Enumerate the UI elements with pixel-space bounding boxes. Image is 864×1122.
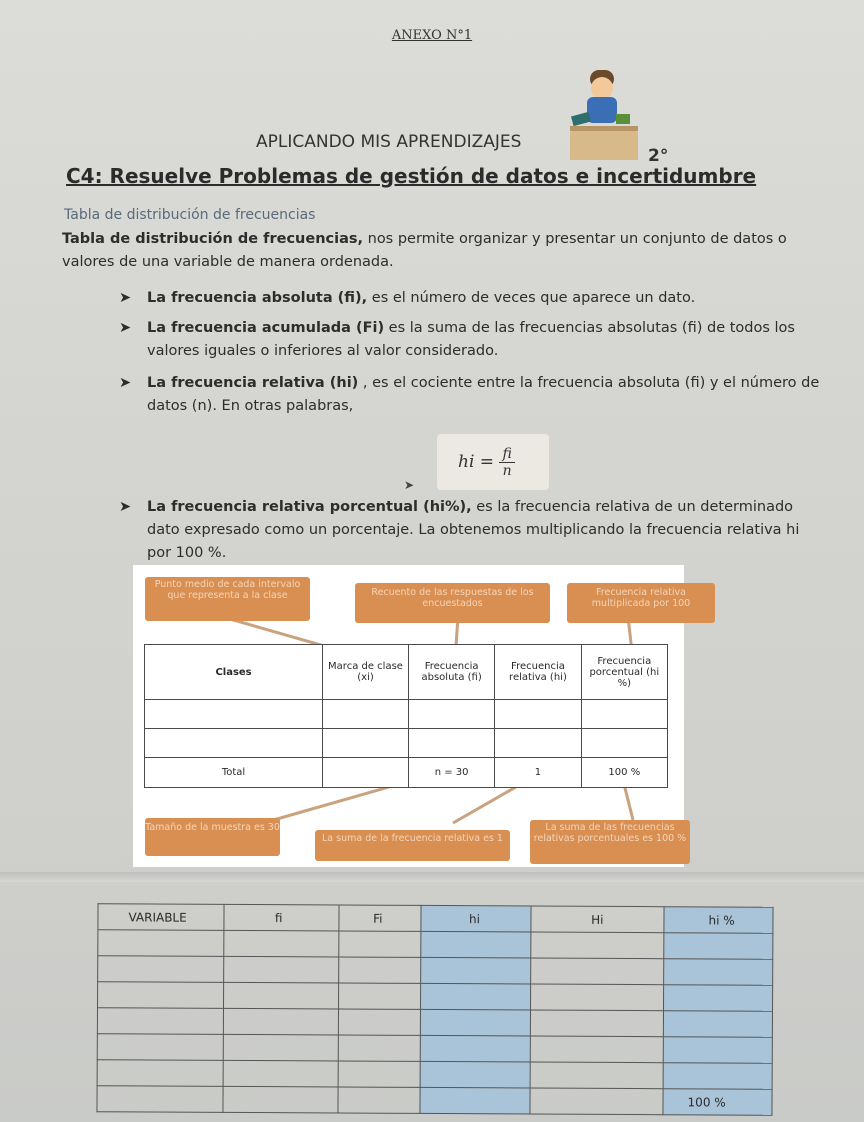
header-cell: Clases	[145, 645, 323, 700]
bullet-text: es la suma de las frecuencias absolutas (fi) de todos los valores iguales o inferiores al valor considerado.	[147, 320, 795, 359]
competence-title: C4: Resuelve Problemas de gestión de datos e incertidumbre	[66, 164, 757, 188]
topic-subtitle: Tabla de distribución de frecuencias	[64, 207, 316, 223]
bullet-bold: La frecuencia relativa (hi)	[147, 375, 359, 391]
header-cell: Marca de clase (xi)	[323, 645, 409, 700]
tag-count: Recuento de las respuestas de los encuestados	[355, 583, 550, 623]
student-at-desk-icon	[570, 70, 640, 162]
arrow-bullet-icon: ➤	[119, 375, 132, 391]
bullet-item	[119, 287, 827, 310]
ws-header: Hi	[531, 906, 665, 933]
tag-sum-percent: La suma de las frecuencias relativas porcentuales es 100 %	[530, 820, 690, 864]
total-n: n = 30	[408, 758, 494, 788]
intro-text: nos permite organizar y presentar un conjunto de datos o valores de una variable de manera ordenada.	[62, 231, 787, 270]
ws-header: hi	[421, 905, 531, 932]
tag-relative-pct: Frecuencia relativa multiplicada por 100	[567, 583, 715, 623]
grade-label: 2°	[648, 146, 669, 166]
page-fold	[0, 872, 864, 882]
ws-header: Fi	[339, 905, 421, 931]
section-heading: APLICANDO MIS APRENDIZAJES	[256, 132, 522, 152]
arrow-bullet-icon: ➤	[404, 478, 415, 492]
formula-denominator: n	[502, 463, 512, 479]
header-cell: Frecuencia absoluta (fi)	[408, 645, 494, 700]
intro-paragraph	[62, 228, 832, 274]
ws-header: fi	[224, 904, 338, 931]
tag-sum-relative: La suma de la frecuencia relativa es 1	[315, 830, 510, 861]
formula: hi = $\frac{fi}{n}$	[458, 446, 515, 479]
ws-total-percent: 100 %	[663, 1089, 772, 1116]
bullet-text: , es el cociente entre la frecuencia absoluta (fi) y el número de datos (n). En otras palabras,	[147, 375, 820, 414]
bullet-text: es la frecuencia relativa de un determinado dato expresado como un porcentaje. La obtenemos multiplicando la frecuencia relativa hi por 100 %.	[147, 499, 800, 561]
arrow-bullet-icon: ➤	[119, 499, 132, 515]
total-percent: 100 %	[581, 758, 667, 788]
formula-lhs: hi	[458, 452, 475, 472]
annex-title: ANEXO N°1	[391, 28, 473, 43]
bullet-item	[119, 496, 827, 565]
intro-bold: Tabla de distribución de frecuencias,	[62, 231, 364, 247]
total-label: Total	[145, 758, 323, 788]
bullet-item	[119, 317, 827, 363]
formula-numerator: fi	[499, 446, 514, 463]
bullet-bold: La frecuencia absoluta (fi),	[147, 290, 368, 306]
bullet-item	[119, 372, 827, 418]
bullet-text: es el número de veces que aparece un dato.	[367, 290, 696, 306]
tag-sample: Tamaño de la muestra es 30	[145, 818, 280, 856]
worksheet-table	[96, 903, 773, 1116]
bullet-bold: La frecuencia acumulada (Fi)	[147, 320, 385, 336]
arrow-bullet-icon: ➤	[119, 290, 132, 306]
header-cell: Frecuencia porcentual (hi %)	[581, 645, 667, 700]
reference-table	[144, 644, 668, 788]
total-relative: 1	[495, 758, 581, 788]
bullet-bold: La frecuencia relativa porcentual (hi%),	[147, 499, 472, 515]
header-cell: Frecuencia relativa (hi)	[495, 645, 581, 700]
ws-header: hi %	[664, 907, 773, 934]
tag-midpoint: Punto medio de cada intervalo que representa a la clase	[145, 577, 310, 621]
ws-header: VARIABLE	[98, 904, 225, 931]
arrow-bullet-icon: ➤	[119, 320, 132, 336]
